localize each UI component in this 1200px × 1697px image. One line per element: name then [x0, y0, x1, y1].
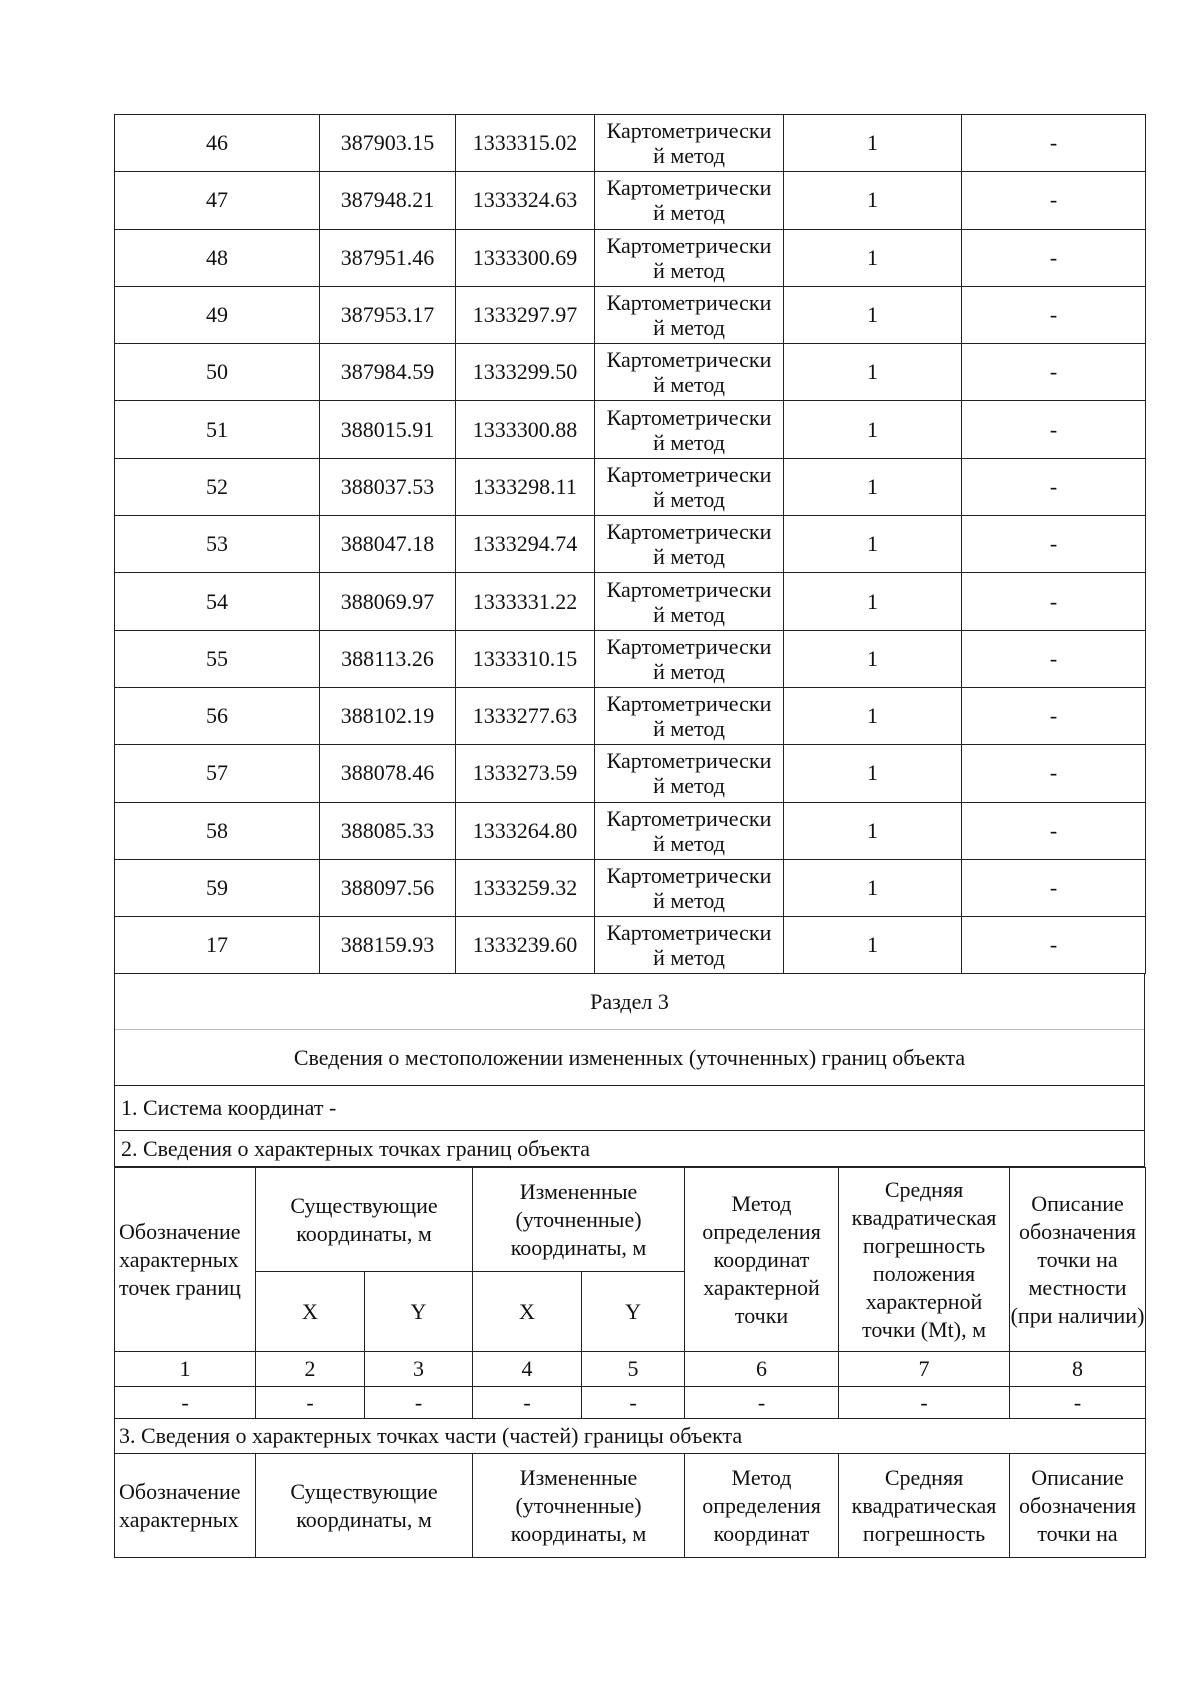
point-number: 59 [115, 859, 320, 916]
table-row [115, 286, 1146, 343]
method [595, 687, 784, 744]
description: - [962, 286, 1146, 343]
description: - [962, 859, 1146, 916]
coord-x: 388069.97 [320, 573, 456, 630]
point-number: 55 [115, 630, 320, 687]
header2-changed-coords: Измененные (уточненные) координаты, м [473, 1454, 685, 1558]
method-line-2: й метод [653, 888, 725, 913]
header-point-label: Обозначение характерных точек границ [115, 1168, 256, 1352]
empty-cell: - [839, 1387, 1010, 1419]
point-number: 56 [115, 687, 320, 744]
method [595, 229, 784, 286]
method-line-1: Картометрически [606, 920, 772, 946]
coord-x: 388113.26 [320, 630, 456, 687]
accuracy: 1 [784, 859, 962, 916]
description: - [962, 802, 1146, 859]
table-row [115, 516, 1146, 573]
method [595, 859, 784, 916]
coord-x: 387951.46 [320, 229, 456, 286]
method-line-2: й метод [653, 143, 725, 169]
empty-data-row [115, 1387, 1146, 1419]
coord-y: 1333239.60 [456, 917, 595, 974]
accuracy: 1 [784, 401, 962, 458]
method [595, 917, 784, 974]
description: - [962, 745, 1146, 802]
col-number: 5 [582, 1352, 685, 1387]
description: - [962, 229, 1146, 286]
accuracy: 1 [784, 630, 962, 687]
method-line-1: Картометрически [606, 290, 772, 316]
method [595, 458, 784, 515]
empty-cell: - [582, 1387, 685, 1419]
coord-y: 1333277.63 [456, 687, 595, 744]
method-line-2: й метод [653, 486, 725, 512]
coord-y: 1333315.02 [456, 115, 595, 172]
point-number: 46 [115, 115, 320, 172]
method-line-2: й метод [653, 372, 725, 398]
accuracy: 1 [784, 516, 962, 573]
method-line-1: Картометрически [606, 691, 772, 717]
method-line-1: Картометрически [606, 347, 772, 373]
coord-x: 387953.17 [320, 286, 456, 343]
method-line-1: Картометрически [606, 118, 772, 144]
description: - [962, 516, 1146, 573]
method-line-1: Картометрически [606, 633, 772, 659]
coord-x: 388159.93 [320, 917, 456, 974]
col-number: 1 [115, 1352, 256, 1387]
method-line-2: й метод [653, 429, 725, 455]
column-numbers-row [115, 1352, 1146, 1387]
method-line-2: й метод [653, 601, 725, 627]
coord-x: 387948.21 [320, 172, 456, 229]
coord-x: 388078.46 [320, 745, 456, 802]
empty-cell: - [685, 1387, 839, 1419]
coord-y: 1333264.80 [456, 802, 595, 859]
point-number: 48 [115, 229, 320, 286]
header2-existing-coords: Существующие координаты, м [256, 1454, 473, 1558]
header2-point-label: Обозначение характерных [115, 1454, 256, 1558]
table-row [115, 917, 1146, 974]
coord-x: 387984.59 [320, 344, 456, 401]
coord-y: 1333299.50 [456, 344, 595, 401]
table-row [115, 401, 1146, 458]
coord-y: 1333294.74 [456, 516, 595, 573]
method-line-2: й метод [653, 658, 725, 684]
header-y-changed: Y [582, 1272, 685, 1352]
coord-x: 388037.53 [320, 458, 456, 515]
table-row [115, 573, 1146, 630]
empty-cell: - [473, 1387, 582, 1419]
method [595, 172, 784, 229]
description: - [962, 573, 1146, 630]
point-number: 51 [115, 401, 320, 458]
col-number: 6 [685, 1352, 839, 1387]
coord-y: 1333324.63 [456, 172, 595, 229]
method [595, 516, 784, 573]
accuracy: 1 [784, 344, 962, 401]
coord-y: 1333300.69 [456, 229, 595, 286]
table-row [115, 172, 1146, 229]
accuracy: 1 [784, 573, 962, 630]
header-existing-coords: Существующие координаты, м [256, 1168, 473, 1272]
header-accuracy: Средняя квадратическая погрешность положения характерной точки (Mt), м [839, 1168, 1010, 1352]
col-number: 7 [839, 1352, 1010, 1387]
coord-x: 388085.33 [320, 802, 456, 859]
table-row [115, 859, 1146, 916]
coord-system-line: 1. Система координат - [115, 1086, 1144, 1131]
method-line-1: Картометрически [606, 805, 772, 831]
method [595, 573, 784, 630]
method-line-2: й метод [653, 830, 725, 856]
method [595, 802, 784, 859]
header2-accuracy: Средняя квадратическая погрешность [839, 1454, 1010, 1558]
table-row [115, 115, 1146, 172]
coord-y: 1333300.88 [456, 401, 595, 458]
accuracy: 1 [784, 229, 962, 286]
point-number: 53 [115, 516, 320, 573]
coord-x: 388097.56 [320, 859, 456, 916]
accuracy: 1 [784, 687, 962, 744]
header-method: Метод определения координат характерной точки [685, 1168, 839, 1352]
method-line-1: Картометрически [606, 404, 772, 430]
header-changed-coords: Измененные (уточненные) координаты, м [473, 1168, 685, 1272]
table-row [115, 745, 1146, 802]
col-number: 8 [1010, 1352, 1146, 1387]
accuracy: 1 [784, 745, 962, 802]
method-line-2: й метод [653, 315, 725, 341]
method [595, 115, 784, 172]
section-subtitle: Сведения о местоположении измененных (уточненных) границ объекта [115, 1030, 1144, 1086]
table-row [115, 229, 1146, 286]
method-line-2: й метод [653, 257, 725, 283]
empty-cell: - [115, 1387, 256, 1419]
point-number: 50 [115, 344, 320, 401]
point-number: 17 [115, 917, 320, 974]
method-line-1: Картометрически [606, 232, 772, 258]
accuracy: 1 [784, 172, 962, 229]
method [595, 630, 784, 687]
method-line-2: й метод [653, 716, 725, 742]
point-number: 49 [115, 286, 320, 343]
header-x-changed: X [473, 1272, 582, 1352]
empty-cell: - [256, 1387, 365, 1419]
table-row [115, 687, 1146, 744]
section-title: Раздел 3 [115, 974, 1144, 1030]
coord-y: 1333298.11 [456, 458, 595, 515]
method-line-2: й метод [653, 773, 725, 799]
coord-y: 1333310.15 [456, 630, 595, 687]
parts-heading: 3. Сведения о характерных точках части (частей) границы объекта [115, 1419, 1146, 1454]
table-row [115, 344, 1146, 401]
col-number: 4 [473, 1352, 582, 1387]
header2-description: Описание обозначения точки на [1010, 1454, 1146, 1558]
accuracy: 1 [784, 917, 962, 974]
section-3 [114, 974, 1145, 1167]
document-page [114, 114, 1145, 1558]
method-line-2: й метод [653, 945, 725, 971]
table-row [115, 802, 1146, 859]
boundary-points-header-table [114, 1167, 1146, 1558]
accuracy: 1 [784, 802, 962, 859]
method-line-1: Картометрически [606, 576, 772, 602]
table-row [115, 458, 1146, 515]
coord-x: 388015.91 [320, 401, 456, 458]
accuracy: 1 [784, 115, 962, 172]
header-y-existing: Y [365, 1272, 473, 1352]
method-line-2: й метод [653, 200, 725, 226]
point-number: 52 [115, 458, 320, 515]
method [595, 745, 784, 802]
description: - [962, 458, 1146, 515]
points-heading: 2. Сведения о характерных точках границ объекта [121, 1135, 590, 1161]
header-description: Описание обозначения точки на местности (при наличии) [1010, 1168, 1146, 1352]
method [595, 344, 784, 401]
col-number: 3 [365, 1352, 473, 1387]
description: - [962, 172, 1146, 229]
method [595, 286, 784, 343]
description: - [962, 687, 1146, 744]
empty-cell: - [1010, 1387, 1146, 1419]
point-number: 57 [115, 745, 320, 802]
col-number: 2 [256, 1352, 365, 1387]
point-number: 47 [115, 172, 320, 229]
method-line-1: Картометрически [606, 175, 772, 201]
coord-x: 388047.18 [320, 516, 456, 573]
header-x-existing: X [256, 1272, 365, 1352]
coord-x: 388102.19 [320, 687, 456, 744]
accuracy: 1 [784, 458, 962, 515]
coord-y: 1333331.22 [456, 573, 595, 630]
point-number: 58 [115, 802, 320, 859]
description: - [962, 344, 1146, 401]
coord-y: 1333297.97 [456, 286, 595, 343]
coord-y: 1333273.59 [456, 745, 595, 802]
method-line-1: Картометрически [606, 461, 772, 487]
table-row [115, 630, 1146, 687]
method-line-1: Картометрически [606, 748, 772, 774]
empty-cell: - [365, 1387, 473, 1419]
method-line-2: й метод [653, 544, 725, 570]
description: - [962, 630, 1146, 687]
coord-y: 1333259.32 [456, 859, 595, 916]
points-table [114, 114, 1146, 974]
coord-x: 387903.15 [320, 115, 456, 172]
description: - [962, 401, 1146, 458]
method-line-1: Картометрически [606, 519, 772, 545]
method [595, 401, 784, 458]
method-line-1: Картометрически [606, 863, 772, 888]
accuracy: 1 [784, 286, 962, 343]
description: - [962, 917, 1146, 974]
point-number: 54 [115, 573, 320, 630]
description: - [962, 115, 1146, 172]
header2-method: Метод определения координат [685, 1454, 839, 1558]
